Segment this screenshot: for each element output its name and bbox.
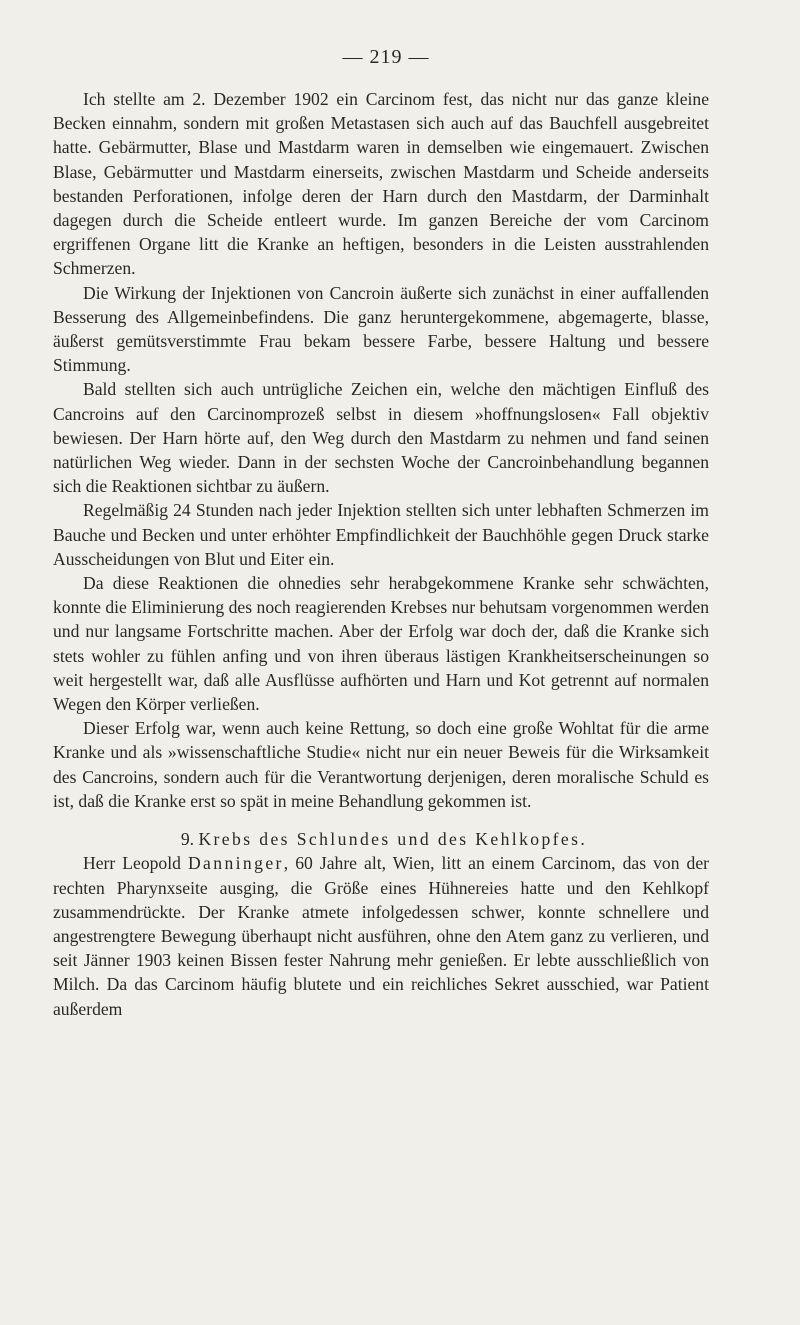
document-page xyxy=(53,46,709,1021)
section-heading xyxy=(53,827,709,851)
paragraph-3: Bald stellten sich auch untrügliche Zeichen ein, welche den mächtigen Einfluß des Cancroins auf den Carcinomprozeß selbst in diesem »hoffnungslosen« Fall objektiv bewiesen. Der Harn hörte auf, den Weg durch den Mastdarm zu nehmen und fand seinen natürlichen Weg wieder. Dann in der sechsten Woche der Cancroinbehandlung begannen sich die Reaktionen sichtbar zu äußern. xyxy=(53,379,709,497)
page-number: — 219 — xyxy=(342,46,430,68)
paragraph-1: Ich stellte am 2. Dezember 1902 ein Carcinom fest, das nicht nur das ganze kleine Becken einnahm, sondern mit großen Metastasen sich auch auf das Bauchfell ausgebreitet hatte. Gebärmutter, Blase und Mastdarm waren in demselben wie eingemauert. Zwischen Blase, Gebärmutter und Mastdarm einerseits, zwischen Mastdarm und Scheide anderseits bestanden Perforationen, infolge deren der Harn durch den Mastdarm, der Darminhalt dagegen durch die Scheide entleert wurde. Im ganzen Bereiche der vom Carcinom ergriffenen Organe litt die Kranke an heftigen, besonders in die Leisten ausstrahlenden Schmerzen. xyxy=(53,89,709,279)
paragraph-5: Da diese Reaktionen die ohnedies sehr herabgekommene Kranke sehr schwächten, konnte die Eliminierung des noch reagierenden Krebses nur behutsam vorgenommen werden und nur langsame Fortschritte machen. Aber der Erfolg war doch der, daß die Kranke sich stets wohler zu fühlen anfing und von ihren überaus lästigen Krankheitserscheinungen so weit hergestellt war, daß alle Ausflüsse aufhörten und Harn und Kot getrennt auf normalen Wegen den Körper verließen. xyxy=(53,573,709,715)
section-title: Krebs des Schlundes und des Kehlkopfes. xyxy=(198,829,588,850)
paragraph-2: Die Wirkung der Injektionen von Cancroin äußerte sich zunächst in einer auffallenden Besserung des Allgemeinbefindens. Die ganz heruntergekommene, abgemagerte, blasse, äußerst gemütsverstimmte Frau bekam bessere Farbe, bessere Haltung und bessere Stimmung. xyxy=(53,282,709,376)
paragraph-6: Dieser Erfolg war, wenn auch keine Rettung, so doch eine große Wohltat für die arme Kranke und als »wissenschaftliche Studie« nicht nur ein neuer Beweis für die Wirksamkeit des Cancroins, sondern auch für die Verantwortung derjenigen, deren moralische Schuld es ist, daß die Kranke erst so spät in meine Behandlung gekommen ist. xyxy=(53,718,709,811)
case-paragraph xyxy=(53,851,709,1020)
paragraph-4: Regelmäßig 24 Stunden nach jeder Injektion stellten sich unter lebhaften Schmerzen im Bauche und Becken und unter erhöhter Empfindlichkeit der Bauchhöhle gegen Druck starke Ausscheidungen von Blut und Eiter ein. xyxy=(53,500,709,569)
section-number: 9. xyxy=(180,829,195,850)
case-text: , 60 Jahre alt, Wien, litt an einem Carcinom, das von der rechten Pharynxseite ausging, die Größe eines Hühnereies hatte und den Kehlkopf zusammendrückte. Der Kranke atmete infolgedessen schwer, konnte schnellere und angestrengtere Bewegung überhaupt nicht ausführen, ohne den Atem ganz zu verlieren, und seit Jänner 1903 keinen Bissen fester Nahrung mehr genießen. Er lebte ausschließlich von Milch. Da das Carcinom häufig blutete und ein reichliches Sekret ausschied, war Patient außerdem xyxy=(53,853,709,1019)
case-prefix: Herr Leopold xyxy=(83,853,188,874)
patient-name: Danninger xyxy=(187,853,284,874)
